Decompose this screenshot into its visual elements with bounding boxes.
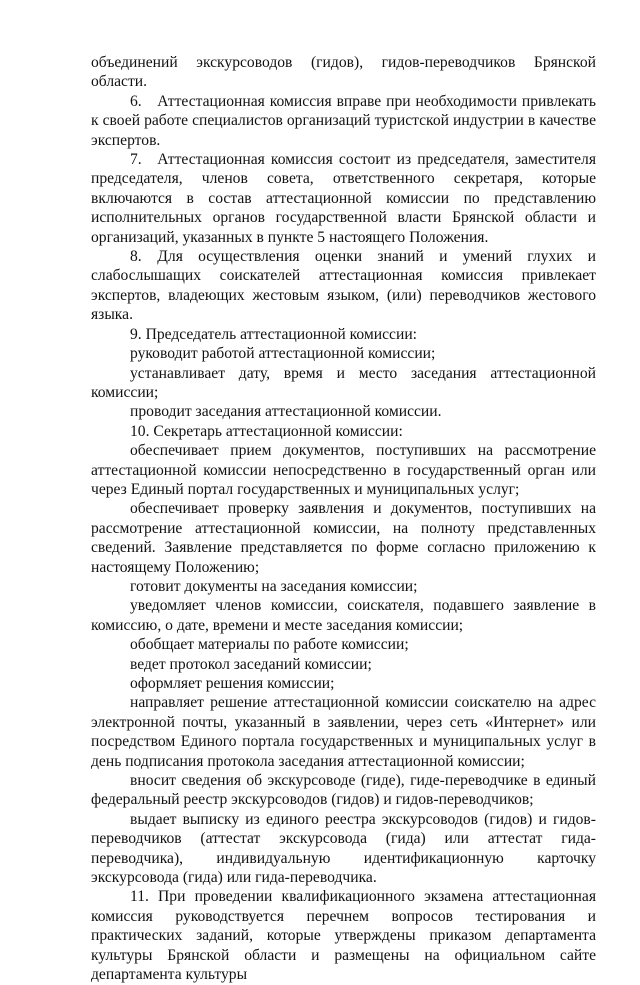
paragraph: направляет решение аттестационной комиссии соискателю на адрес электронной почты, указанный в заявлении, через сеть «Интернет» или посредством Единого портала государственных и муниципальных услуг в день подписания протокола заседания аттестационной комиссии;	[91, 694, 596, 770]
paragraph: проводит заседания аттестационной комиссии.	[130, 403, 442, 421]
paragraph: ведет протокол заседаний комиссии;	[130, 655, 372, 673]
paragraph: вносит сведения об экскурсоводе (гиде), гиде-переводчике в единый федеральный реестр экскурсоводов (гидов) и гидов-переводчиков;	[91, 772, 596, 809]
paragraph: оформляет решения комиссии;	[130, 675, 335, 692]
paragraph: обобщает материалы по работе комиссии;	[130, 636, 409, 654]
paragraph: обеспечивает прием документов, поступивших на рассмотрение аттестационной комиссии непосредственно в государственный орган или через Единый портал государственных и муниципальных услуг;	[91, 442, 596, 498]
paragraph: уведомляет членов комиссии, соискателя, подавшего заявление в комиссию, о дате, времени и месте заседания комиссии;	[91, 597, 596, 634]
paragraph: обеспечивает проверку заявления и документов, поступивших на рассмотрение аттестационной комиссии, на полноту представленных сведений. Заявление представляется по форме согласно приложению к настоящему Положению;	[91, 500, 596, 576]
paragraph: выдает выписку из единого реестра экскурсоводов (гидов) и гидов-переводчиков (аттестат экскурсовода (гида) или аттестат гида-переводчика), индивидуальную идентификационную карточку экскурсовода (гида) или гида-переводчика.	[91, 810, 596, 887]
paragraph-item-9-heading: 9. Председатель аттестационной комиссии:	[130, 325, 417, 343]
paragraph-item-8: 8. Для осуществления оценки знаний и умений глухих и слабослышащих соискателей аттестационная комиссия привлекает экспертов, владеющих жестовым языком, (или) переводчиков жестового языка.	[91, 248, 596, 324]
paragraph: готовит документы на заседания комиссии;	[130, 577, 418, 595]
document-body	[91, 53, 596, 985]
paragraph: устанавливает дату, время и место заседания аттестационной комиссии;	[91, 364, 596, 401]
paragraph-item-11: 11. При проведении квалификационного экзамена аттестационная комиссия руководствуется перечнем вопросов тестирования и практических заданий, которые утверждены приказом департамента культуры Брянской области и размещены на официальном сайте департамента культуры	[91, 888, 596, 984]
paragraph: руководит работой аттестационной комиссии;	[130, 345, 436, 363]
paragraph: объединений экскурсоводов (гидов), гидов-переводчиков Брянской области.	[91, 54, 596, 91]
paragraph-item-10-heading: 10. Секретарь аттестационной комиссии:	[130, 422, 403, 440]
paragraph-item-7: 7. Аттестационная комиссия состоит из председателя, заместителя председателя, членов совета, ответственного секретаря, которые включаются в состав аттестационной комиссии по представлению исполнительных органов государственной власти Брянской области и организаций, указанных в пункте 5 настоящего Положения.	[91, 151, 596, 246]
paragraph-item-6: 6. Аттестационная комиссия вправе при необходимости привлекать к своей работе специалистов организаций туристской индустрии в качестве экспертов.	[91, 92, 596, 149]
